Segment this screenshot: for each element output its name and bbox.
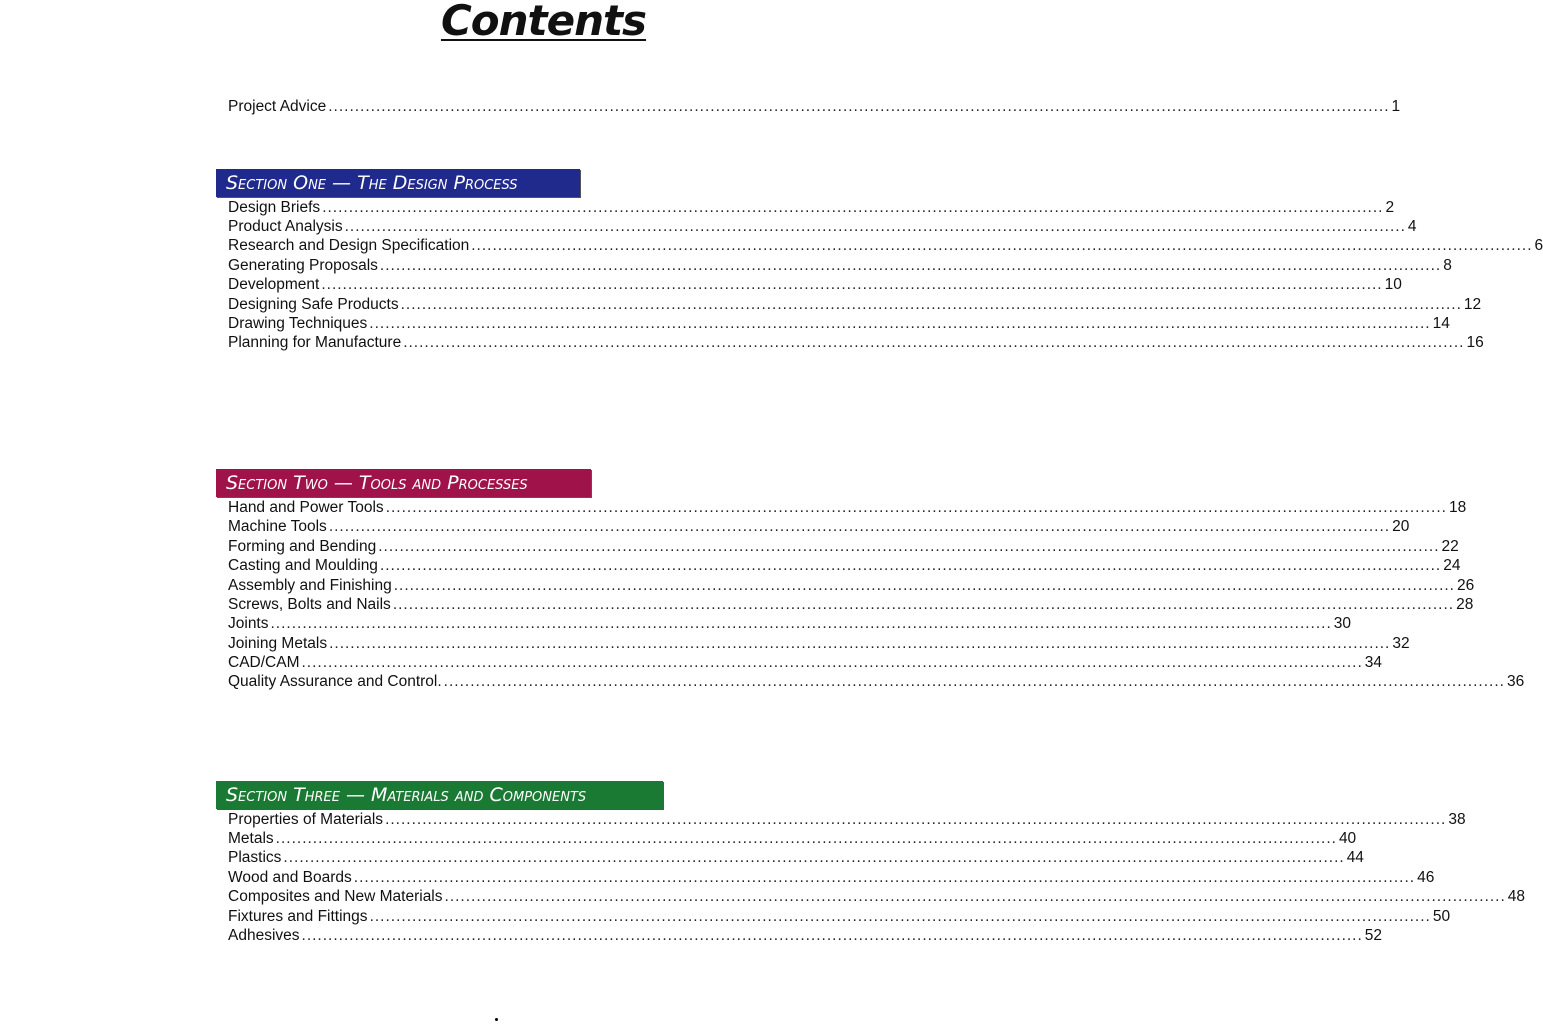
toc-entry-label: Designing Safe Products bbox=[228, 296, 399, 313]
toc-entry-page-number: 36 bbox=[1506, 673, 1525, 690]
toc-entry-page-number: 12 bbox=[1463, 296, 1482, 313]
toc-entry-label: Forming and Bending bbox=[228, 538, 377, 555]
dot-leader: ........................................................................................................................................................................................................ bbox=[283, 849, 1345, 866]
toc-entry-page-number: 18 bbox=[1448, 499, 1467, 516]
toc-entry-page-number: 22 bbox=[1441, 538, 1459, 555]
toc-entry-label: Joints bbox=[228, 615, 269, 632]
toc-entry-label: Research and Design Specification bbox=[228, 237, 470, 254]
toc-entry-page-number: 10 bbox=[1384, 276, 1402, 293]
toc-entry-page-number: 8 bbox=[1443, 257, 1452, 274]
toc-entry[interactable] bbox=[228, 595, 1474, 614]
toc-entry-label: Fixtures and Fittings bbox=[228, 908, 368, 925]
toc-entry-page-number: 26 bbox=[1456, 577, 1475, 594]
toc-entry-label: Product Analysis bbox=[228, 218, 343, 235]
toc-entry[interactable] bbox=[228, 634, 1410, 653]
toc-entry[interactable] bbox=[228, 198, 1395, 217]
toc-entry-label: Adhesives bbox=[228, 927, 300, 944]
toc-entry-label: Plastics bbox=[228, 849, 282, 866]
section-heading-three: Section Three — Materials and Components bbox=[216, 781, 663, 809]
dot-leader: ........................................................................................................................................................................................................ bbox=[369, 908, 1431, 925]
dot-leader: ........................................................................................................................................................................................................ bbox=[328, 98, 1390, 115]
dot-leader: ........................................................................................................................................................................................................ bbox=[275, 830, 1337, 847]
toc-entry[interactable] bbox=[228, 333, 1484, 352]
toc-entry-page-number: 4 bbox=[1407, 218, 1417, 235]
toc-entry-page-number: 30 bbox=[1333, 615, 1352, 632]
dot-leader: ........................................................................................................................................................................................................ bbox=[471, 237, 1533, 254]
toc-entry-page-number: 2 bbox=[1385, 199, 1395, 216]
dot-leader: ........................................................................................................................................................................................................ bbox=[329, 635, 1391, 652]
toc-entry-label: Planning for Manufacture bbox=[228, 334, 402, 351]
dot-leader: ........................................................................................................................................................................................................ bbox=[328, 518, 1391, 535]
toc-entry-label: Development bbox=[228, 276, 320, 293]
dot-leader: ........................................................................................................................................................................................................ bbox=[301, 927, 1363, 944]
toc-entry-label: Metals bbox=[228, 830, 274, 847]
toc-entry[interactable] bbox=[228, 653, 1383, 672]
toc-entry[interactable] bbox=[228, 537, 1459, 556]
toc-entry[interactable] bbox=[228, 256, 1452, 275]
dot-leader: ........................................................................................................................................................................................................ bbox=[379, 257, 1442, 274]
toc-entry-page-number: 16 bbox=[1466, 334, 1484, 351]
dot-leader: ........................................................................................................................................................................................................ bbox=[444, 888, 1506, 905]
stray-dot-mark bbox=[495, 1018, 498, 1021]
toc-entry[interactable] bbox=[228, 672, 1525, 691]
toc-entry-label: Hand and Power Tools bbox=[228, 499, 384, 516]
toc-entry[interactable] bbox=[228, 576, 1475, 595]
toc-entry-label: Drawing Techniques bbox=[228, 315, 368, 332]
toc-entry-project-advice[interactable] bbox=[228, 97, 1401, 116]
toc-entry-label: Composites and New Materials bbox=[228, 888, 443, 905]
toc-entry[interactable] bbox=[228, 275, 1402, 294]
toc-entry-label: Assembly and Finishing bbox=[228, 577, 392, 594]
toc-entry-page-number: 38 bbox=[1448, 811, 1466, 828]
toc-entry[interactable] bbox=[228, 217, 1417, 236]
toc-entry[interactable] bbox=[228, 868, 1435, 887]
toc-entry[interactable] bbox=[228, 314, 1450, 333]
dot-leader: ........................................................................................................................................................................................................ bbox=[379, 557, 1442, 574]
dot-leader: ........................................................................................................................................................................................................ bbox=[378, 538, 1440, 555]
toc-entry-label: Project Advice bbox=[228, 98, 327, 115]
toc-entry-page-number: 40 bbox=[1338, 830, 1357, 847]
toc-entry[interactable] bbox=[228, 848, 1364, 867]
dot-leader: ........................................................................................................................................................................................................ bbox=[385, 811, 1447, 828]
toc-entry-page-number: 28 bbox=[1456, 596, 1474, 613]
toc-entry-page-number: 48 bbox=[1507, 888, 1526, 905]
toc-entry-label: Properties of Materials bbox=[228, 811, 384, 828]
dot-leader: ........................................................................................................................................................................................................ bbox=[322, 199, 1384, 216]
toc-entry[interactable] bbox=[228, 295, 1482, 314]
toc-entry[interactable] bbox=[228, 810, 1466, 829]
dot-leader: ........................................................................................................................................................................................................ bbox=[353, 869, 1416, 886]
toc-entry-label: Screws, Bolts and Nails bbox=[228, 596, 391, 613]
section-heading-two: Section Two — Tools and Processes bbox=[216, 469, 591, 497]
toc-entry-page-number: 24 bbox=[1443, 557, 1461, 574]
dot-leader: ........................................................................................................................................................................................................ bbox=[321, 276, 1383, 293]
toc-entry-page-number: 46 bbox=[1417, 869, 1435, 886]
toc-entry-page-number: 6 bbox=[1534, 237, 1543, 254]
page-title: Contents bbox=[440, 0, 647, 45]
toc-entry-label: Design Briefs bbox=[228, 199, 321, 216]
dot-leader: ........................................................................................................................................................................................................ bbox=[301, 654, 1363, 671]
toc-entry-page-number: 32 bbox=[1392, 635, 1410, 652]
toc-entry[interactable] bbox=[228, 236, 1543, 255]
toc-entry-label: Quality Assurance and Control. bbox=[228, 673, 442, 690]
toc-entry-page-number: 52 bbox=[1364, 927, 1383, 944]
toc-entry-page-number: 1 bbox=[1391, 98, 1401, 115]
toc-entry[interactable] bbox=[228, 907, 1451, 926]
dot-leader: ........................................................................................................................................................................................................ bbox=[393, 577, 1455, 594]
toc-entry-label: Joining Metals bbox=[228, 635, 328, 652]
dot-leader: ........................................................................................................................................................................................................ bbox=[403, 334, 1465, 351]
toc-entry[interactable] bbox=[228, 926, 1383, 945]
toc-entry-label: Casting and Moulding bbox=[228, 557, 378, 574]
toc-entry-page-number: 14 bbox=[1432, 315, 1450, 332]
toc-entry-label: Machine Tools bbox=[228, 518, 327, 535]
dot-leader: ........................................................................................................................................................................................................ bbox=[443, 673, 1505, 690]
toc-entry[interactable] bbox=[228, 556, 1461, 575]
toc-entry-page-number: 44 bbox=[1346, 849, 1364, 866]
toc-entry-page-number: 20 bbox=[1392, 518, 1410, 535]
toc-entry[interactable] bbox=[228, 498, 1467, 517]
toc-entry[interactable] bbox=[228, 614, 1352, 633]
toc-entry[interactable] bbox=[228, 517, 1410, 536]
toc-entry-label: Generating Proposals bbox=[228, 257, 378, 274]
toc-entry[interactable] bbox=[228, 887, 1526, 906]
dot-leader: ........................................................................................................................................................................................................ bbox=[270, 615, 1332, 632]
dot-leader: ........................................................................................................................................................................................................ bbox=[392, 596, 1455, 613]
dot-leader: ........................................................................................................................................................................................................ bbox=[344, 218, 1406, 235]
dot-leader: ........................................................................................................................................................................................................ bbox=[369, 315, 1431, 332]
section-heading-one: Section One — The Design Process bbox=[216, 169, 580, 197]
toc-entry-label: CAD/CAM bbox=[228, 654, 300, 671]
toc-entry[interactable] bbox=[228, 829, 1357, 848]
toc-entry-page-number: 34 bbox=[1364, 654, 1383, 671]
toc-entry-page-number: 50 bbox=[1432, 908, 1451, 925]
dot-leader: ........................................................................................................................................................................................................ bbox=[385, 499, 1447, 516]
dot-leader: ........................................................................................................................................................................................................ bbox=[400, 296, 1462, 313]
toc-entry-label: Wood and Boards bbox=[228, 869, 352, 886]
